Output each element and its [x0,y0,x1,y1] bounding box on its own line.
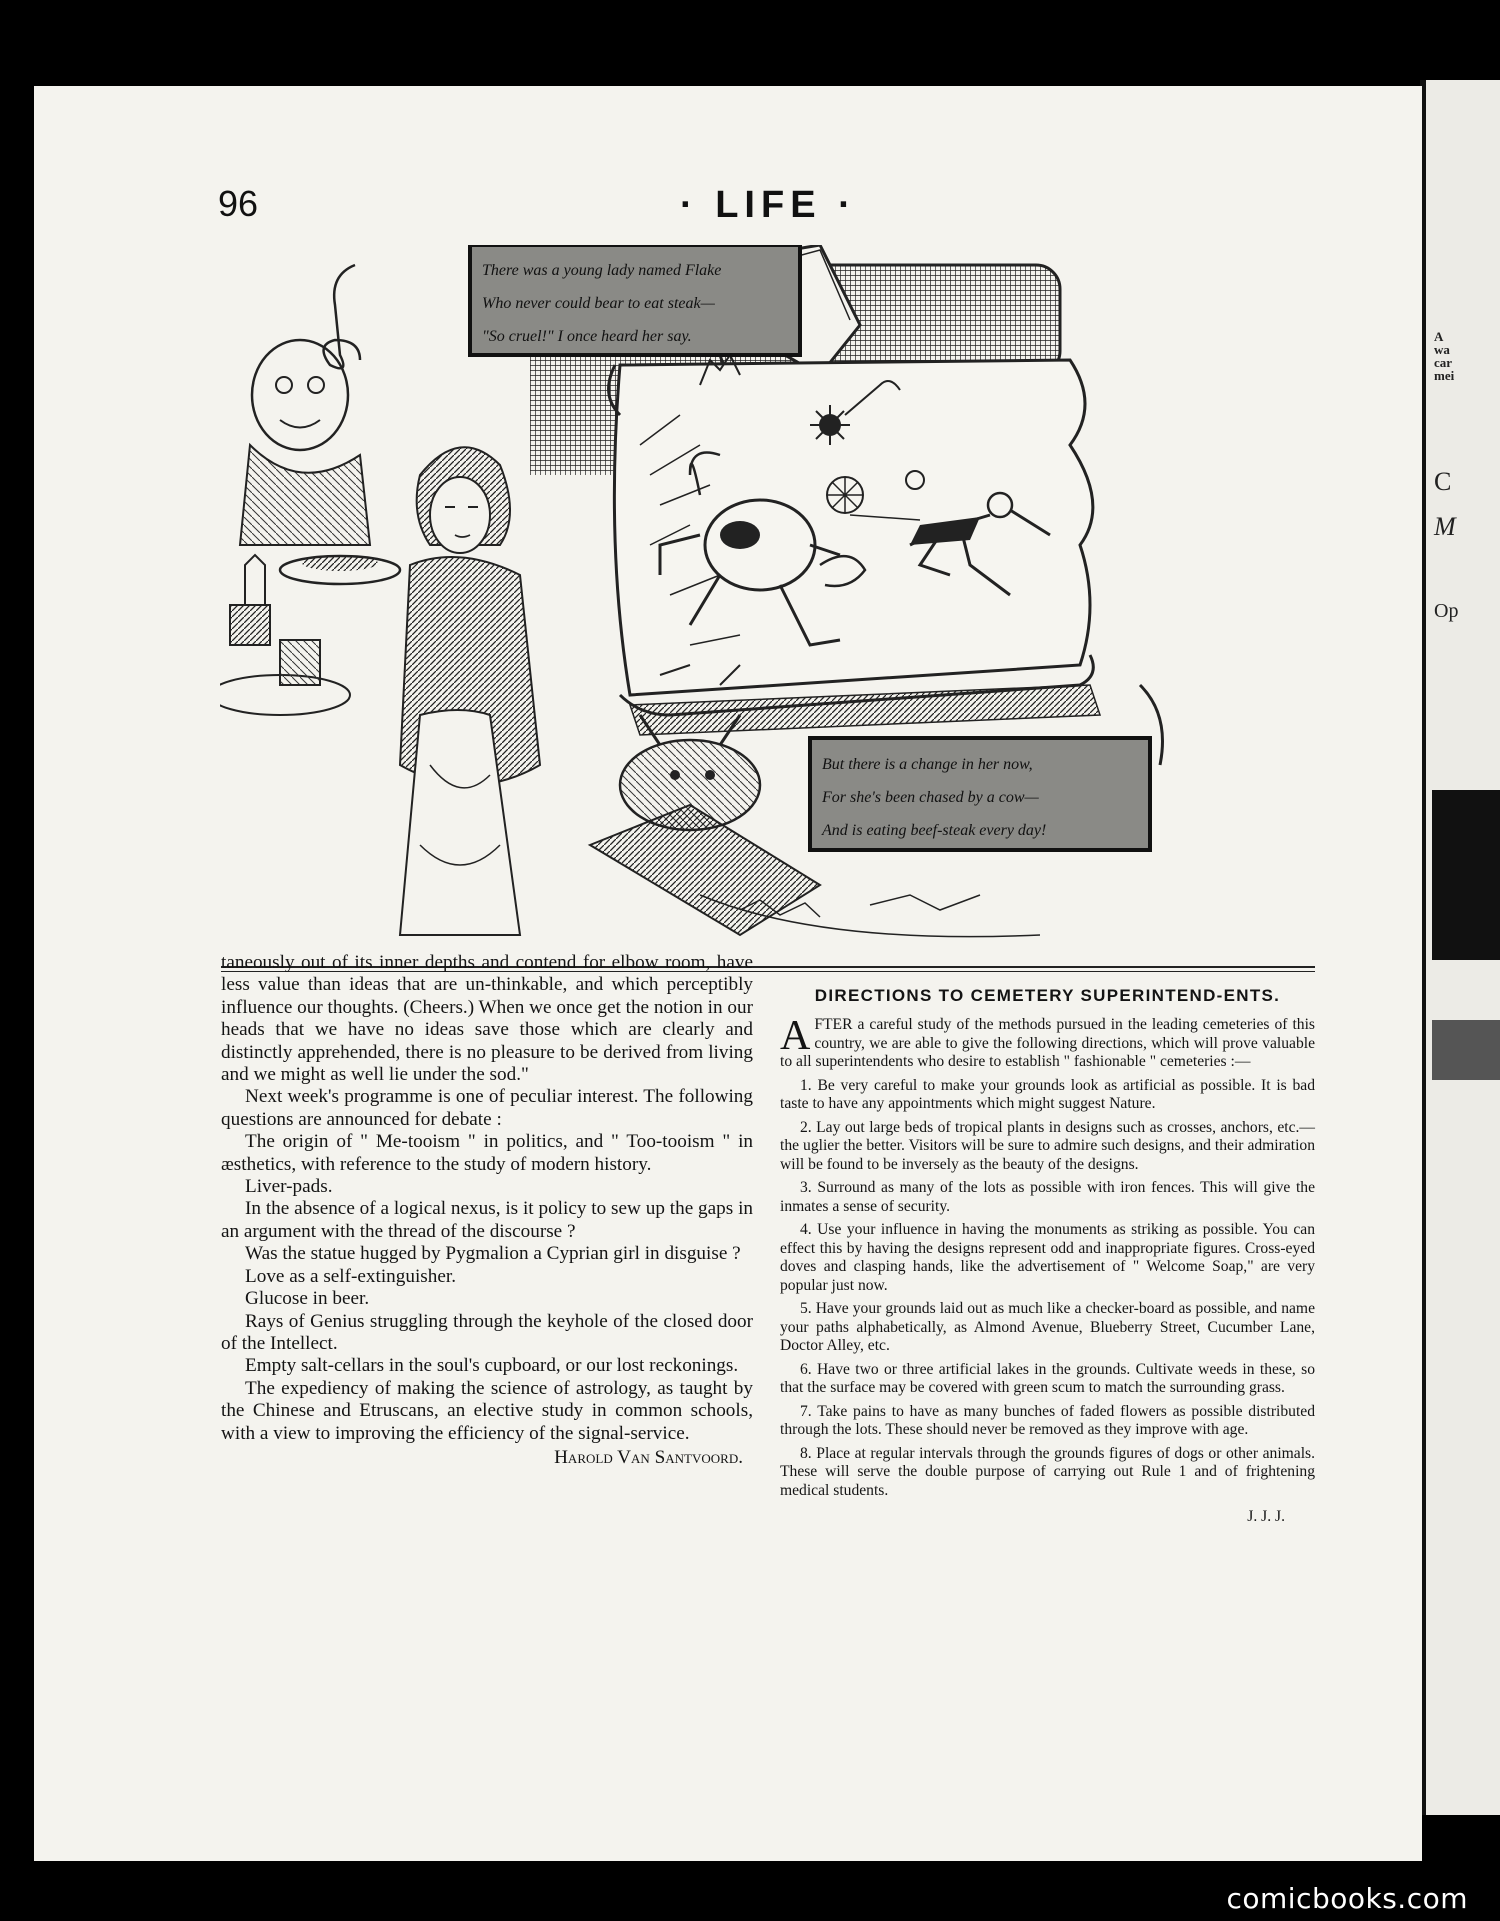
watermark-text: comicbooks.com [1226,1882,1468,1915]
facing-page-edge [1420,80,1500,1815]
author-signature: Harold Van Santvoord. [554,1446,743,1468]
cartoon-illustration [220,245,1320,955]
rule-item: 4. Use your influence in having the monuments as striking as possible. You can effect this by having the designs represent odd and inappropriate figures. Cross-eyed doves and clasping hands, like the advertisement of " Welcome Soap," are very popular just now. [780,1221,1315,1294]
facing-page-fragment: car [1434,355,1453,370]
article-paragraph: The origin of " Me-tooism " in politics, and " Too-tooism " in æsthetics, with reference to the study of modern history. [221,1131,753,1175]
rule-item: 2. Lay out large beds of tropical plants in designs such as crosses, anchors, etc.—the uglier the better. Visitors will be sure to admire such designs, and their admiration will be found to be inversely as the beauty of the designs. [780,1118,1315,1173]
rule-item: 7. Take pains to have as many bunches of faded flowers as possible distributed through the lots. These should never be removed as they improve with age. [780,1402,1315,1438]
article-title: DIRECTIONS TO CEMETERY SUPERINTEND-ENTS. [814,986,1281,1005]
rule-item: 1. Be very careful to make your grounds look as artificial as possible. It is bad taste to have any appointments which might suggest Nature. [780,1076,1315,1112]
waiter-figure [240,340,400,584]
article-paragraph: Empty salt-cellars in the soul's cupboard, or our lost reckonings. [245,1355,739,1377]
facing-page-fragment: A [1434,329,1444,344]
cow-figure [590,715,820,935]
article-paragraph: Rays of Genius struggling through the keyhole of the closed door of the Intellect. [221,1310,753,1354]
rule-item: 6. Have two or three artificial lakes in the grounds. Cultivate weeds in these, so that the surface may be covered with green scum to match the surrounding grass. [780,1360,1315,1396]
rule-item: 8. Place at regular intervals through the grounds figures of dogs or other animals. These will serve the double purpose of carrying out Rule 1 and of frightening medical students. [780,1444,1315,1499]
caption-top-line-2: Who never could bear to eat steak— [482,295,715,312]
sketch-scroll [609,355,1100,735]
page-number: 96 [218,183,259,224]
caption-top-line-1: There was a young lady named Flake [482,262,722,279]
author-initials: J. J. J. [1247,1508,1285,1525]
facing-page-fragment: Op [1434,600,1459,622]
article-paragraph: taneously out of its inner depths and contend for elbow room, have less value than ideas that are un-thinkable, and which perceptibly influence our thoughts. (Cheers.) When we once get the notion in our heads that we have no ideas save those which are clearly and distinctly apprehended, there is no pleasure to be derived from living and we might as well lie under the sod." [221,952,753,1086]
facing-page-fragment: M [1434,512,1456,541]
facing-page-gray-box [1432,1020,1500,1080]
caption-box-bottom [810,738,1150,850]
masthead-title: · LIFE · [680,184,857,226]
facing-page-fragment: C [1434,467,1452,496]
article-paragraph: Liver-pads. [245,1176,333,1198]
right-column-article [780,985,1315,1532]
rule-item: 3. Surround as many of the lots as possible with iron fences. This will give the inmates a sense of security. [780,1179,1315,1215]
facing-page-fragment: mei [1434,368,1455,383]
article-paragraph: Was the statue hugged by Pygmalion a Cyprian girl in disguise ? [245,1243,741,1265]
article-paragraph: Next week's programme is one of peculiar interest. The following questions are announced for debate : [221,1086,753,1130]
article-intro [780,1013,1315,1072]
intro-text: FTER a careful study of the methods pursued in the leading cemeteries of this country, we are able to give the following directions, which will prove valuable to all superintendents who desire to establish " fashionable " cemeteries :— [780,1016,1315,1070]
caption-bottom-line-3: And is eating beef-steak every day! [822,822,1047,839]
left-column-article [221,952,753,1469]
article-paragraph: The expediency of making the science of astrology, as taught by the Chinese and Etruscans, an elective study in common schools, with a view to improving the efficiency of the signal-service. [221,1377,753,1444]
facing-page-fragment: wa [1434,342,1450,357]
caption-bottom-line-1: But there is a change in her now, [822,756,1033,773]
drop-cap: A [780,1013,811,1059]
article-paragraph: In the absence of a logical nexus, is it policy to sew up the gaps in an argument with the thread of the discourse ? [221,1198,753,1242]
rule-item: 5. Have your grounds laid out as much like a checker-board as possible, and name your paths alphabetically, as Almond Avenue, Blueberry Street, Cucumber Lane, Doctor Alley, etc. [780,1300,1315,1354]
article-paragraph: Glucose in beer. [245,1288,370,1310]
caption-top-line-3: "So cruel!" I once heard her say. [482,328,692,345]
young-lady-figure [400,447,540,935]
facing-page-black-box [1432,790,1500,960]
caption-box-top [470,245,800,355]
caption-bottom-line-2: For she's been chased by a cow— [822,789,1039,806]
article-paragraph: Love as a self-extinguisher. [245,1265,456,1287]
